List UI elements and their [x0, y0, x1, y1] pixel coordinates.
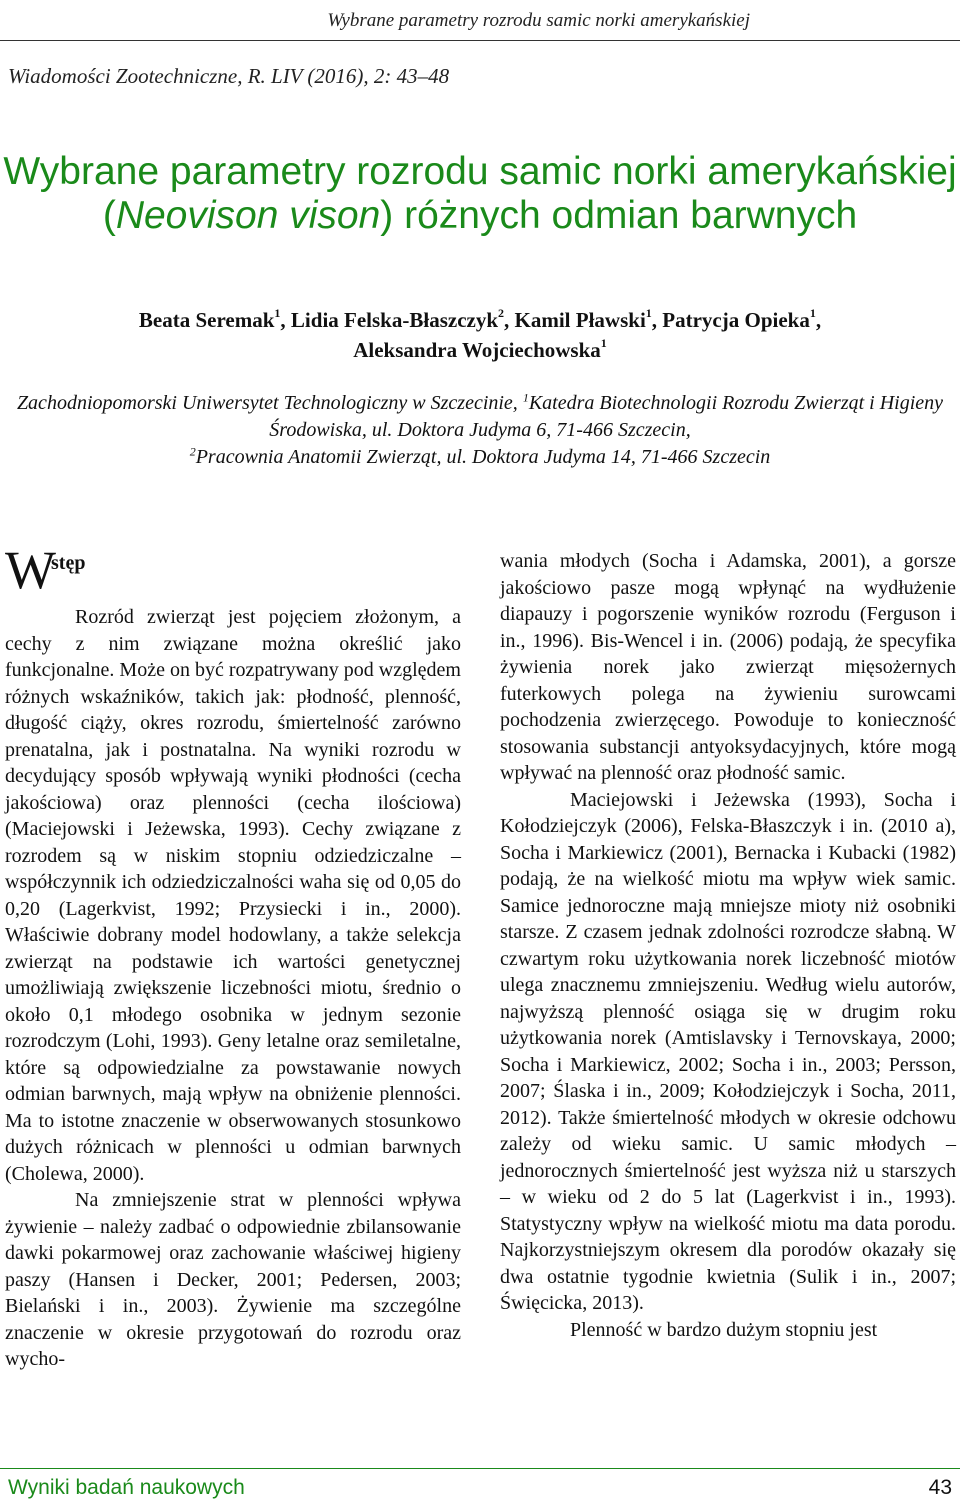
author-separator: ,	[280, 308, 291, 332]
author	[139, 308, 291, 332]
author-name: Lidia Felska-Błaszczyk	[290, 308, 499, 332]
drop-cap: W	[5, 540, 56, 600]
body-paragraph: Rozród zwierząt jest pojęciem złożonym, a cechy z nim związane można określić jako funkcjonalne. Może on być rozpatrywany pod względem różnych wskaźników, takich jak: płodność, plenność, długość ciąży, okres rozrodu, śmiertelność zarówno prenatalna, jak i postnatalna. Na wyniki rozrodu w decydujący sposób wpływają wyniki płodności (cecha jakościowa) oraz plenności (cecha ilościowa) (Maciejowski i Jeżewska, 1993). Cechy związane z rozrodem są w niskim stopniu odziedziczalne – współczynnik ich odziedziczalności waha się od 0,05 do 0,20 (Lagerkvist, 1992; Przysiecki i in., 2000). Właściwie dobrany model hodowlany, a także selekcja zwierząt na podstawie ich wartości genetycznej umożliwiają zwiększenie liczebności miotu, średnio o około 0,1 młodego osobnika w jednym sezonie rozrodczym (Lohi, 1993). Geny letalne oraz semiletalne, które są odpowiedzialne za powstawanie nowych odmian barwnych, mają wpływ na obniżenie plenności. Ma to istotne znaczenie w obserwowanych stosunkowo dużych różnicach w plenności u odmian barwnych (Cholewa, 2000).	[5, 606, 461, 1185]
author-affiliation-mark: 1	[274, 306, 281, 320]
affiliation-unit-1: Katedra Biotechnologii Rozrodu Zwierząt i Higieny Środowiska, ul. Doktora Judyma 6, 71-466 Szczecin,	[269, 392, 944, 441]
article-title	[0, 150, 960, 238]
page-number: 43	[928, 1476, 952, 1499]
running-title: Wybrane parametry rozrodu samic norki amerykańskiej	[327, 10, 750, 31]
footer-section-label: Wyniki badań naukowych	[8, 1476, 245, 1499]
author	[662, 308, 821, 332]
author-name: Aleksandra Wojciechowska	[353, 338, 601, 362]
affiliation-block	[0, 390, 960, 471]
right-column	[500, 548, 956, 1343]
header-divider	[0, 40, 960, 41]
title-latin-name: Neovison vison	[115, 194, 381, 237]
footer-divider	[0, 1468, 960, 1469]
author-separator: ,	[651, 308, 663, 332]
left-column	[5, 540, 461, 1373]
section-heading-text: stęp	[51, 552, 86, 574]
author-affiliation-mark: 1	[809, 306, 816, 320]
author-list	[0, 305, 960, 365]
author-affiliation-mark: 1	[600, 336, 607, 350]
author-name: Patrycja Opieka	[662, 308, 810, 332]
author-name: Kamil Pławski	[514, 308, 646, 332]
author	[353, 338, 607, 362]
body-paragraph: wania młodych (Socha i Adamska, 2001), a gorsze jakościowo pasze mogą wpłynąć na wydłużenie diapauzy i pogorszenie wyników rozrodu (Ferguson i in., 1996). Bis-Wencel i in. (2006) podają, że specyfika żywienia norek jako zwierząt mięsożernych futerkowych polega na żywieniu surowcami pochodzenia zwierzęcego. Powoduje to konieczność stosowania substancji antyoksydacyjnych, które mogą wpływać na plenność oraz płodność samic.	[500, 550, 956, 784]
journal-reference: Wiadomości Zootechniczne, R. LIV (2016), 2: 43–48	[8, 64, 450, 88]
body-paragraph: Plenność w bardzo dużym stopniu jest	[570, 1318, 878, 1341]
body-paragraph: Maciejowski i Jeżewska (1993), Socha i Kołodziejczyk (2006), Felska-Błaszczyk i in. (2010 a), Socha i Markiewicz (2001), Bernacka i Kubacki (1982) podają, że na wielkość miotu ma wpływ wiek samic. Samice jednoroczne mają mniejsze mioty niż osobniki starsze. Z czasem jednak zdolności rozrodcze słabną. W czwartym roku użytkowania norek liczebność miotów ulega znacznemu zmniejszeniu. Według wielu autorów, najwyższą plenność osiąga się w drugim roku użytkowania norek (Amtislavsky i Ternovskaya, 2000; Socha i Markiewicz, 2002; Socha i in., 2003; Persson, 2007; Ślaska i in., 2009; Kołodziejczyk i Socha, 2011, 2012). Także śmiertelność młodych w okresie odchowu zależy od wieku samic. U samic młodych – jednorocznych śmiertelność jest wyższa niż u starszych – w wieku od 2 do 5 lat (Lagerkvist i in., 1993). Statystyczny wpływ na wielkość miotu ma data porodu. Najkorzystniejszym okresem dla porodów okazały się dwa ostatnie tygodnie kwietnia (Sulik i in., 2007; Święcicka, 2013).	[500, 788, 956, 1314]
university-name: Zachodniopomorski Uniwersytet Technologiczny w Szczecinie,	[16, 392, 523, 414]
author-name: Beata Seremak	[138, 308, 275, 332]
author-separator: ,	[815, 308, 822, 332]
title-part-1: Wybrane parametry rozrodu samic norki amerykańskiej (	[3, 150, 957, 237]
author-affiliation-mark: 2	[498, 306, 505, 320]
section-heading	[5, 540, 461, 604]
author	[291, 308, 515, 332]
author	[515, 308, 663, 332]
body-paragraph: Na zmniejszenie strat w plenności wpływa żywienie – należy zadbać o odpowiednie zbilansowanie dawki pokarmowej oraz zachowanie właściwej higieny paszy (Hansen i Decker, 2001; Pedersen, 2003; Bielański i in., 2003). Żywienie ma szczególne znaczenie w okresie przygotowań do rozrodu oraz wycho-	[5, 1189, 461, 1370]
author-separator: ,	[504, 308, 515, 332]
affiliation-mark-2: 2	[189, 444, 196, 459]
author-affiliation-mark: 1	[645, 306, 652, 320]
title-part-2: ) różnych odmian barwnych	[380, 194, 858, 237]
affiliation-mark-1: 1	[522, 390, 529, 405]
affiliation-unit-2: Pracownia Anatomii Zwierząt, ul. Doktora Judyma 14, 71-466 Szczecin	[195, 446, 771, 468]
